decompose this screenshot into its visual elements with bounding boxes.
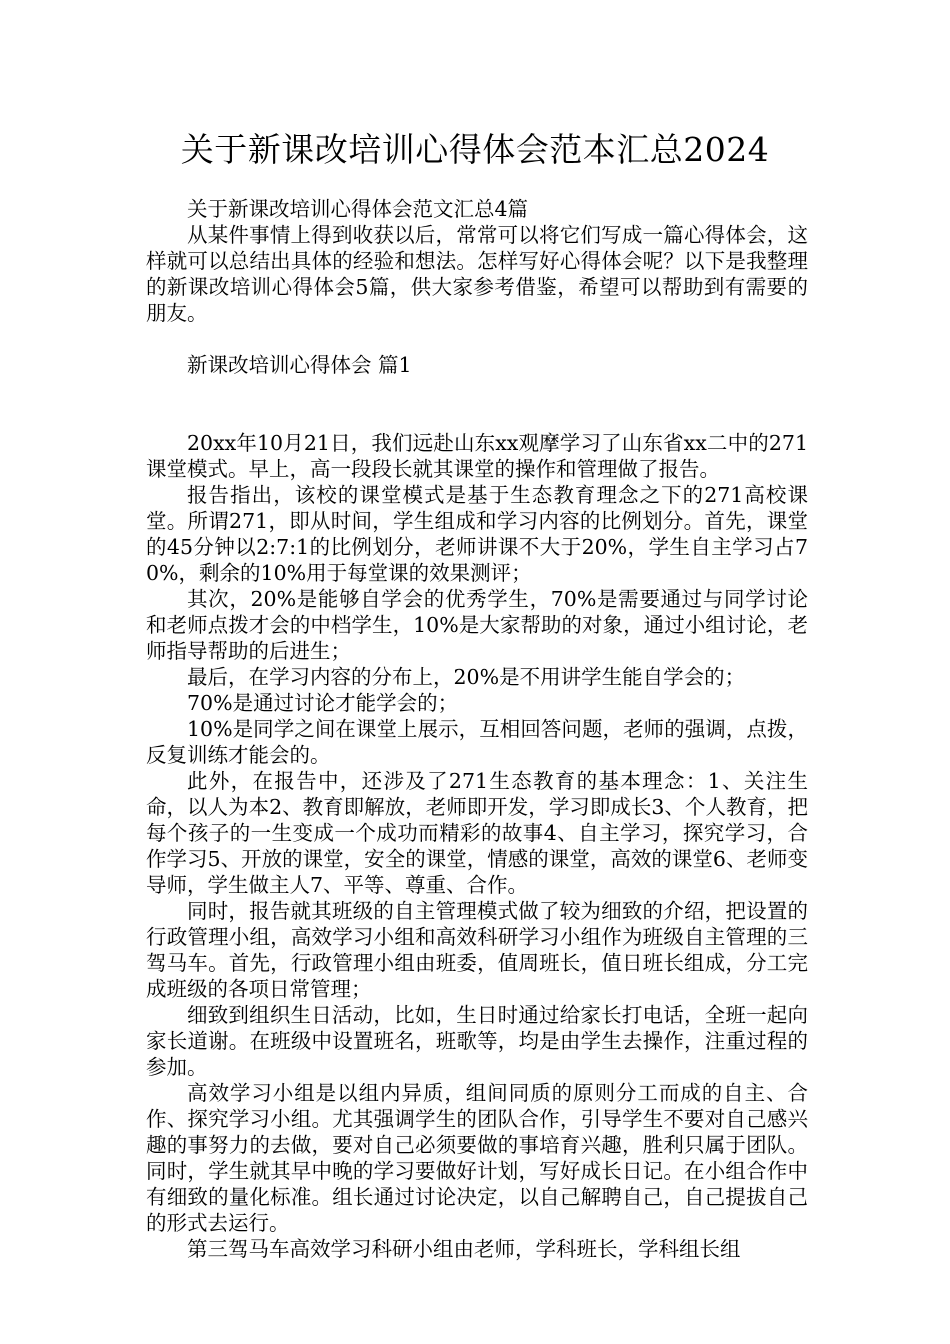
spacer — [146, 326, 808, 352]
body-paragraph: 第三驾马车高效学习科研小组由老师，学科班长，学科组长组 — [187, 1237, 741, 1261]
body-paragraph: 此外，在报告中，还涉及了271生态教育的基本理念：1、关注生命，以人为本2、教育即解放，老师即开发，学习即成长3、个人教育，把每个孩子的一生变成一个成功而精彩的故事4、自主学习，探究学习，合作学习5、开放的课堂，安全的课堂，情感的课堂，高效的课堂6、老师变导师，学生做主人7、平等、尊重、合作。 — [146, 769, 808, 897]
body-paragraph: 细致到组织生日活动，比如，生日时通过给家长打电话，全班一起向家长道谢。在班级中设置班名，班歌等，均是由学生去操作，注重过程的参加。 — [146, 1003, 808, 1079]
intro-paragraph: 从某件事情上得到收获以后，常常可以将它们写成一篇心得体会，这样就可以总结出具体的经验和想法。怎样写好心得体会呢？以下是我整理的新课改培训心得体会5篇，供大家参考借鉴，希望可以帮助到有需要的朋友。 — [146, 223, 808, 325]
body-paragraph: 70%是通过讨论才能学会的； — [187, 691, 459, 715]
subtitle-paragraph: 关于新课改培训心得体会范文汇总4篇 — [187, 197, 529, 221]
body-paragraph: 最后，在学习内容的分布上，20%是不用讲学生能自学会的； — [187, 665, 746, 689]
section-heading: 新课改培训心得体会 篇1 — [187, 353, 412, 377]
body-paragraph: 10%是同学之间在课堂上展示，互相回答问题，老师的强调，点拨，反复训练才能会的。 — [146, 717, 808, 767]
body-paragraph: 报告指出，该校的课堂模式是基于生态教育理念之下的271高校课堂。所谓271，即从时间，学生组成和学习内容的比例划分。首先，课堂的45分钟以2:7:1的比例划分，老师讲课不大于20%，学生自主学习占70%，剩余的10%用于每堂课的效果测评； — [146, 483, 808, 585]
body-paragraph: 其次，20%是能够自学会的优秀学生，70%是需要通过与同学讨论和老师点拨才会的中档学生，10%是大家帮助的对象，通过小组讨论，老师指导帮助的后进生； — [146, 587, 808, 663]
spacer — [146, 404, 808, 430]
body-paragraph: 同时，报告就其班级的自主管理模式做了较为细致的介绍，把设置的行政管理小组，高效学习小组和高效科研学习小组作为班级自主管理的三驾马车。首先，行政管理小组由班委，值周班长，值日班长组成，分工完成班级的各项日常管理； — [146, 899, 808, 1001]
spacer — [146, 378, 808, 404]
body-paragraph: 20xx年10月21日，我们远赴山东xx观摩学习了山东省xx二中的271课堂模式。早上，高一段段长就其课堂的操作和管理做了报告。 — [146, 431, 808, 481]
document-title: 关于新课改培训心得体会范本汇总2024 — [180, 130, 770, 169]
body-paragraph: 高效学习小组是以组内异质，组间同质的原则分工而成的自主、合作、探究学习小组。尤其强调学生的团队合作，引导学生不要对自己感兴趣的事努力的去做，要对自己必须要做的事培育兴趣，胜利只属于团队。同时，学生就其早中晚的学习要做好计划，写好成长日记。在小组合作中有细致的量化标准。组长通过讨论决定，以自己解聘自己，自己提拔自己的形式去运行。 — [146, 1081, 808, 1235]
document-body — [146, 196, 808, 1262]
